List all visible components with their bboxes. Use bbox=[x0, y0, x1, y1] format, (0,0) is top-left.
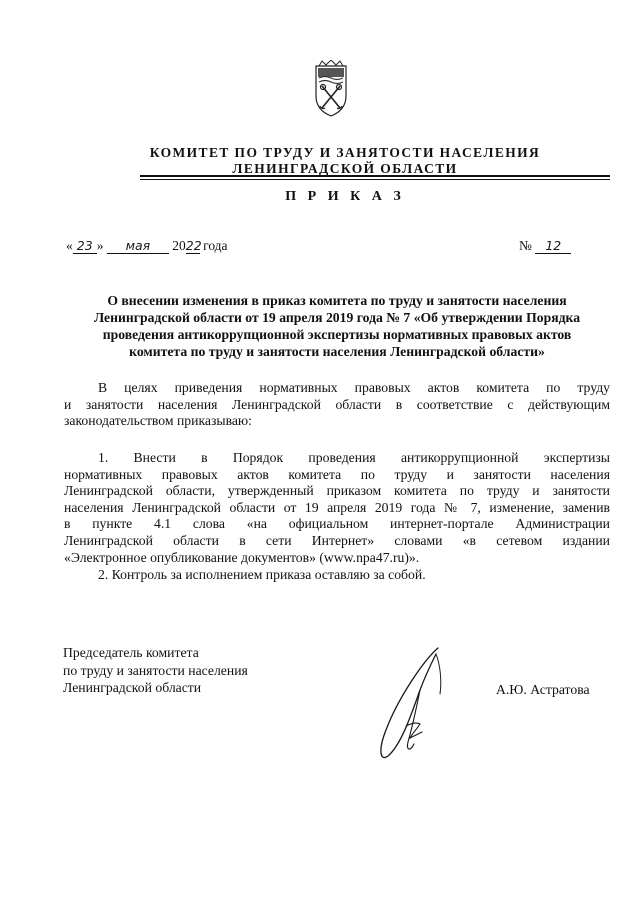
preamble-paragraph bbox=[64, 380, 610, 430]
position-line: Председатель комитета bbox=[63, 645, 199, 660]
organization-name-line-1: КОМИТЕТ ПО ТРУДУ И ЗАНЯТОСТИ НАСЕЛЕНИЯ bbox=[149, 145, 541, 160]
date-day: 23 bbox=[73, 238, 97, 254]
position-line: Ленинградской области bbox=[63, 680, 202, 695]
item1-line: Ленинградской области в сети Интернет» словами «в сетевом издании bbox=[64, 532, 610, 548]
number-label: № bbox=[519, 238, 532, 253]
item1-line: «Электронное опубликование документов» (www.npa47.ru)». bbox=[64, 549, 420, 565]
position-line: по труду и занятости населения bbox=[63, 662, 248, 678]
coat-of-arms-emblem bbox=[313, 60, 349, 118]
date-month: мая bbox=[107, 238, 169, 254]
preamble-line: В целях приведения нормативных правовых актов комитета по труду bbox=[98, 380, 610, 395]
signatory-position bbox=[63, 644, 248, 697]
document-type-heading: П Р И К А З bbox=[285, 189, 405, 204]
order-item-1 bbox=[64, 450, 610, 566]
date-open-quote: « bbox=[66, 238, 73, 253]
document-title bbox=[64, 292, 610, 360]
item1-line: 1. Внести в Порядок проведения антикоррупционной экспертизы bbox=[98, 450, 610, 465]
item1-line: Ленинградской области, утвержденный приказом комитета по труду и занятости bbox=[64, 483, 610, 499]
date-year-suffix: 22 bbox=[185, 238, 202, 253]
item1-line: нормативных правовых актов комитета по труду и занятости населения bbox=[64, 466, 610, 482]
title-line: комитета по труду и занятости населения Ленинградской области» bbox=[129, 344, 545, 359]
date-year-word: года bbox=[203, 238, 228, 253]
item1-line: населения Ленинградской области от 19 апреля 2019 года № 7, изменение, заменив bbox=[64, 499, 610, 515]
organization-name-line-2: ЛЕНИНГРАДСКОЙ ОБЛАСТИ bbox=[232, 161, 458, 176]
signatory-name: А.Ю. Астратова bbox=[496, 682, 590, 697]
document-number bbox=[519, 238, 571, 254]
title-line: проведения антикоррупционной экспертизы нормативных правовых актов bbox=[102, 327, 572, 342]
item1-line: в пункте 4.1 слова «на официальном интернет-портале Администрации bbox=[64, 516, 610, 532]
header-divider bbox=[140, 175, 610, 177]
handwritten-signature bbox=[350, 640, 500, 765]
item2-line: 2. Контроль за исполнением приказа оставляю за собой. bbox=[98, 567, 426, 582]
order-item-2 bbox=[64, 567, 610, 584]
preamble-line: законодательством приказываю: bbox=[64, 413, 252, 429]
preamble-line: и занятости населения Ленинградской области в соответствие с действующим bbox=[64, 396, 610, 412]
date-year-prefix: 20 bbox=[172, 238, 186, 253]
title-line: О внесении изменения в приказ комитета по труду и занятости населения bbox=[107, 293, 567, 308]
header-divider-thin bbox=[140, 179, 610, 180]
title-line: Ленинградской области от 19 апреля 2019 года № 7 «Об утверждении Порядка bbox=[93, 310, 581, 325]
number-value: 12 bbox=[535, 238, 571, 254]
document-date bbox=[66, 238, 228, 254]
date-close-quote: » bbox=[96, 238, 104, 253]
